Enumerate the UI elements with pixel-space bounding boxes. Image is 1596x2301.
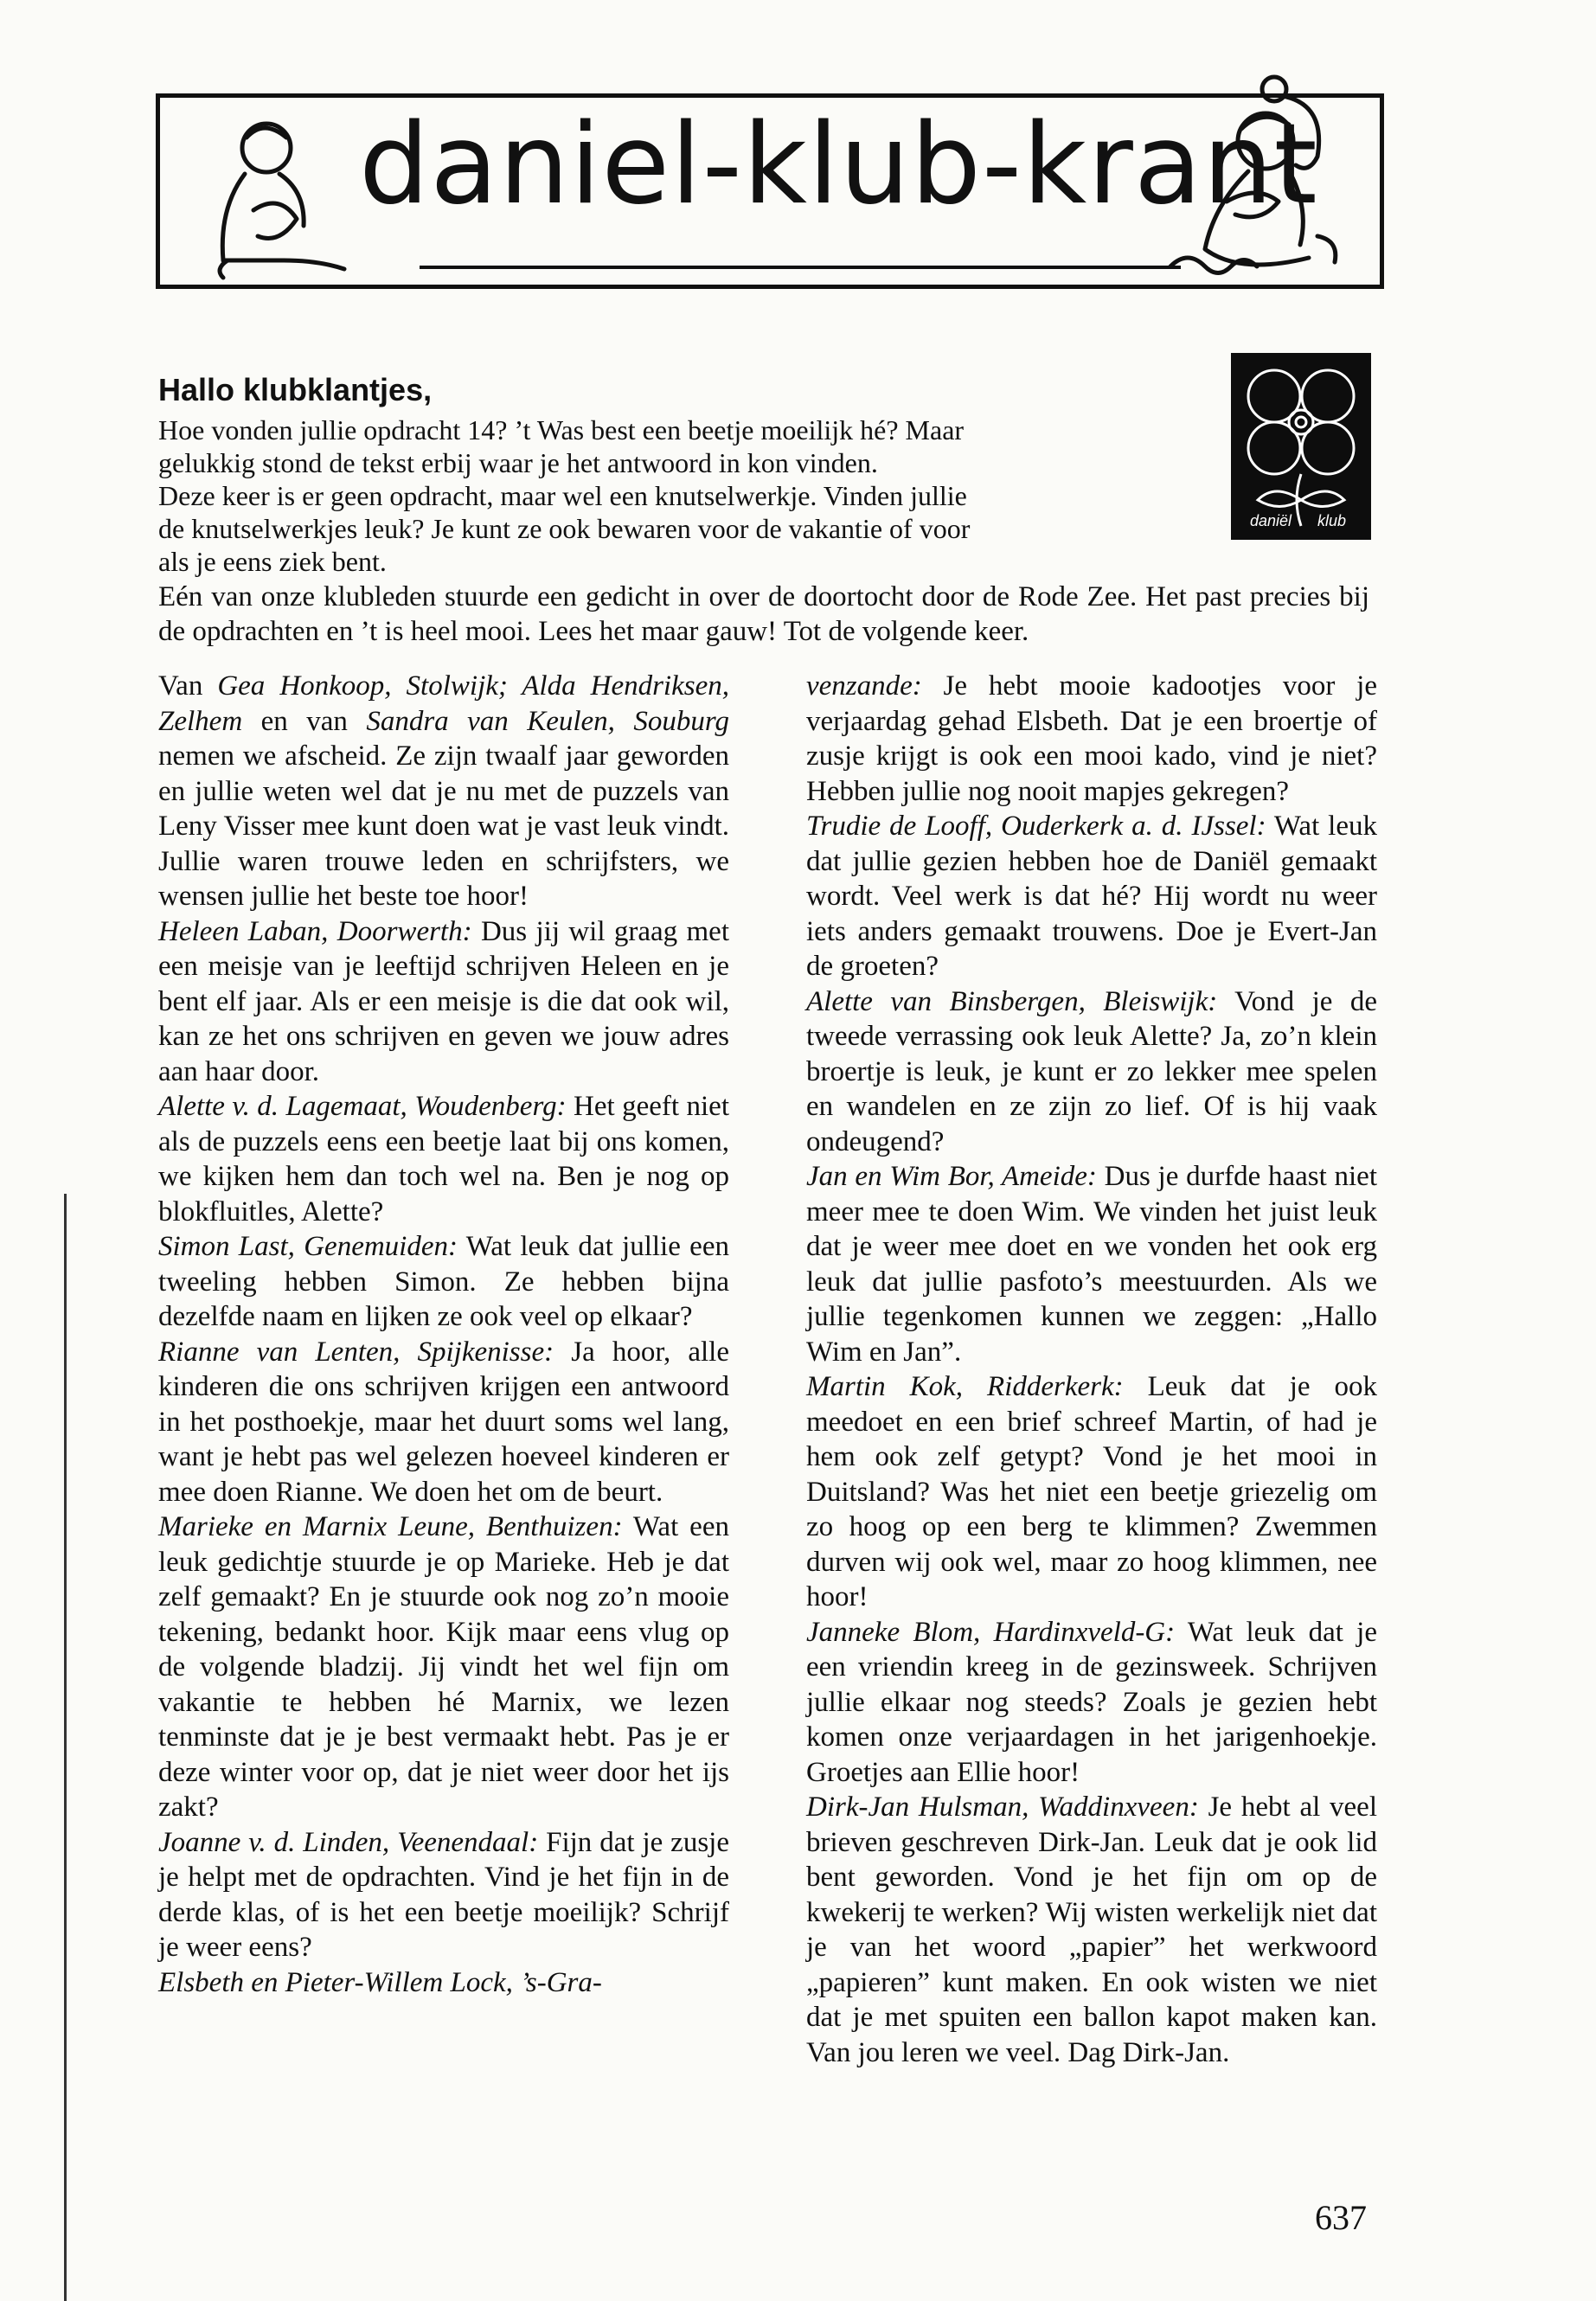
scan-edge-line [64,1194,67,2301]
entry-name: Elsbeth en Pieter-Willem Lock, ’s-Gra- [158,1966,602,1998]
intro-line: Deze keer is er geen opdracht, maar wel een knutselwerkje. Vinden jullie [158,480,967,511]
entry-text: Van [158,670,218,702]
letter-entry [158,1965,729,2001]
letter-entry [806,1159,1377,1369]
logo-text-daniel: daniël [1250,512,1292,529]
entry-name: venzande: [806,670,922,702]
sitting-girl-icon [1144,63,1369,290]
left-column [158,669,729,2000]
entry-text: Fijn dat je zusje je helpt met de opdrachten. Vind je het fijn in de derde klas, of is het een beetje moeilijk? Schrijf je weer eens? [158,1826,729,1963]
entry-name: Heleen Laban, Doorwerth: [158,915,472,947]
entry-text: Leuk dat je ook meedoet en een brief schreef Martin, of had je hem ook zelf getypt? Vond je het mooi in Duitsland? Was het niet een beetje griezelig om zo hoog op een berg te klimmen? Zwemmen durven wij ook wel, maar zo hoog klimmen, nee hoor! [806,1371,1378,1612]
entry-text: Wat leuk dat jullie een tweeling hebben Simon. Ze hebben bijna dezelfde naam en lijken ze ook veel op elkaar? [158,1231,729,1332]
intro-text [158,413,1222,578]
masthead-title: daniel-klub-krant [359,100,1318,229]
daniel-klub-logo [1231,353,1371,540]
intro-line: de knutselwerkjes leuk? Je kunt ze ook bewaren voor de vakantie of voor [158,513,971,544]
entry-name: Dirk-Jan Hulsman, Waddinxveen: [806,1791,1199,1823]
entry-name: Janneke Blom, Hardinxveld-G: [806,1616,1176,1648]
intro-line: Hoe vonden jullie opdracht 14? ’t Was best een beetje moeilijk hé? Maar [158,414,965,445]
entry-text: Het geeft niet als de puzzels eens een beetje laat bij ons komen, we kijken hem dan toch wel na. Ben je nog op blokfluitles, Alette? [158,1091,729,1227]
letter-entry [806,669,1377,809]
intro-line: als je eens ziek bent. [158,546,387,577]
entry-text: nemen we afscheid. Ze zijn twaalf jaar geworden en jullie weten wel dat je nu met de puzzels van Leny Visser mee kunt doen wat je vast leuk vindt. Jullie waren trouwe leden en schrijfsters, we wensen jullie het beste toe hoor! [158,740,729,912]
intro-line: gelukkig stond de tekst erbij waar je het antwoord in kon vinden. [158,447,878,478]
entry-text: Wat leuk dat jullie gezien hebben hoe de Daniël gemaakt wordt. Veel werk is dat hé? Hij wordt nu weer iets anders gemaakt trouwens. Doe je Evert-Jan de groeten? [806,811,1377,982]
letter-entry [806,1369,1377,1615]
intro-paragraph: Eén van onze klubleden stuurde een gedicht in over de doortocht door de Rode Zee. Het past precies bij de opdrachten en ’t is heel mooi. Lees het maar gauw! Tot de volgende keer. [158,581,1369,647]
entry-text: Vond je de tweede verrassing ook leuk Alette? Ja, zo’n klein broertje is leuk, je kunt er zo lekker mee spelen en wandelen en ze zijn zo lief. Of is hij vaak ondeugend? [806,985,1377,1157]
sitting-boy-icon [176,106,357,288]
masthead [156,93,1384,289]
entry-name: Sandra van Keulen, Souburg [366,705,729,737]
entry-text: Dus jij wil graag met een meisje van je leeftijd schrijven Heleen en je bent elf jaar. Als er een meisje is die dat ook wil, kan ze het ons schrijven en geven we jouw adres aan haar door. [158,915,729,1087]
entry-text: Ja hoor, alle kinderen die ons schrijven krijgen een antwoord in het posthoekje, maar het duurt soms wel lang, want je hebt pas wel gelezen hoeveel kinderen er mee doen Rianne. We doen het om de beurt. [158,1336,729,1508]
entry-name: Alette van Binsbergen, Bleiswijk: [806,985,1218,1017]
letter-entry [806,809,1377,984]
entry-text: Je hebt al veel brieven geschreven Dirk-Jan. Leuk dat je ook lid bent geworden. Vond je het fijn om op de kwekerij te werken? Wij wisten werkelijk niet dat je van het woord „papier” het werkwoord „papieren” kunt maken. En ook wisten we niet dat je met spuiten een ballon kapot maken kan. Van jou leren we veel. Dag Dirk-Jan. [806,1791,1377,2068]
entry-name: Trudie de Looff, Ouderkerk a. d. IJssel: [806,811,1266,842]
letter-entry [158,669,729,914]
letter-entry [158,1089,729,1229]
letter-entry [158,1335,729,1510]
letter-entry [158,1509,729,1825]
entry-name: Alette v. d. Lagemaat, Woudenberg: [158,1091,567,1122]
entry-text: Je hebt mooie kadootjes voor je verjaardag gehad Elsbeth. Dat je een broertje of zusje krijgt is ook een mooi kado, vind je niet? Hebben jullie nog nooit mapjes gekregen? [806,670,1377,807]
page-number: 637 [1315,2198,1367,2237]
letter-entry [158,1825,729,1965]
entry-text: en van [242,705,367,737]
entry-name: Joanne v. d. Linden, Veenendaal: [158,1826,539,1858]
masthead-underline [420,266,1181,269]
entry-text: Dus je durfde haast niet meer mee te doen Wim. We vinden het juist leuk dat je weer mee doet en we vonden het ook erg leuk dat jullie pasfoto’s meestuurden. Als we jullie tegenkomen kunnen we zeggen: „Hallo Wim en Jan”. [806,1161,1377,1368]
logo-text-klub: klub [1317,512,1347,529]
entry-name: Gea Honkoop, Stolwijk; Alda Hendriksen, Zelhem [158,670,729,737]
right-column [806,669,1377,2070]
greeting-heading: Hallo klubklantjes, [158,372,433,407]
entry-name: Simon Last, Genemuiden: [158,1231,458,1262]
letter-entry [158,1229,729,1335]
clover-logo-icon [1231,353,1371,540]
entry-text: Wat leuk dat je een vriendin kreeg in de gezinsweek. Schrijven jullie elkaar nog steeds? Zoals je gezien hebt komen onze verjaardagen in het jarigenhoekje. Groetjes aan Ellie hoor! [806,1616,1377,1788]
letter-entry [158,914,729,1090]
entry-name: Marieke en Marnix Leune, Benthuizen: [158,1511,623,1542]
letter-entry [806,1790,1377,2070]
entry-text: Wat een leuk gedichtje stuurde je op Marieke. Heb je dat zelf gemaakt? En je stuurde ook nog zo’n mooie tekening, bedankt hoor. Kijk maar eens vlug op de volgende bladzij. Jij vindt het wel fijn om vakantie te hebben hé Marnix, we lezen tenminste dat je je best vermaakt hebt. Pas je er deze winter voor op, dat je niet weer door het ijs zakt? [158,1511,729,1823]
letter-entry [806,1615,1377,1791]
entry-name: Jan en Wim Bor, Ameide: [806,1161,1097,1192]
entry-name: Martin Kok, Ridderkerk: [806,1371,1124,1402]
entry-name: Rianne van Lenten, Spijkenisse: [158,1336,554,1368]
letter-entry [806,984,1377,1160]
